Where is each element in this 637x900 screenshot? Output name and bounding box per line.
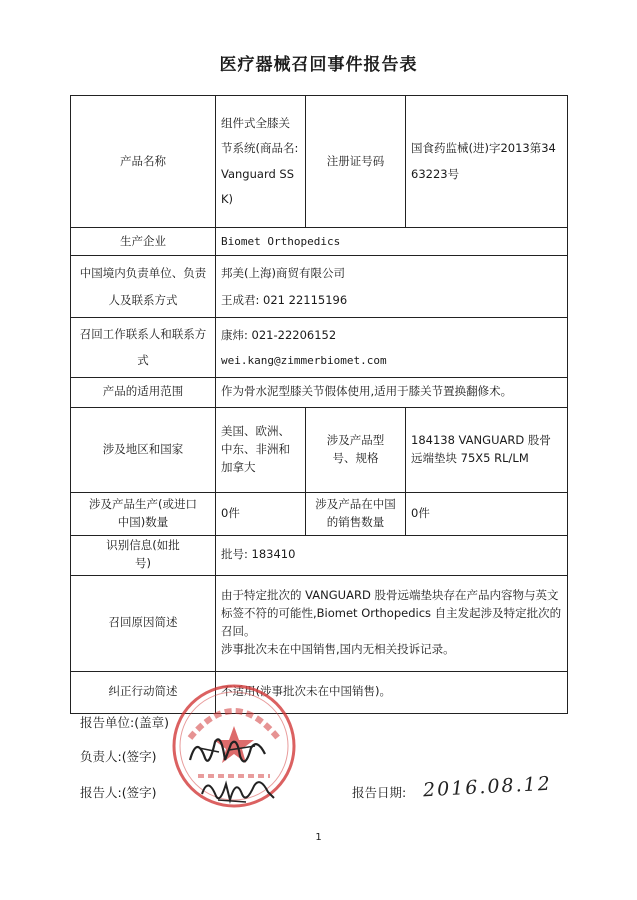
manufacturer-label: 生产企业 (71, 228, 216, 256)
report-date-value: 2016.08.12 (422, 772, 553, 802)
recall-reason-label: 召回原因简述 (71, 575, 216, 671)
corrective-action-label: 纠正行动简述 (71, 671, 216, 713)
row-manufacturer (71, 228, 568, 256)
recall-reason-text-1: 由于特定批次的 VANGUARD 股骨远端垫块存在产品内容物与英文标签不符的可能性,Biomet Orthopedics 自主发起涉及特定批次的召回。 (221, 588, 562, 638)
identification-label: 识别信息(如批号) (71, 535, 216, 575)
row-product-name (71, 96, 568, 228)
scope-value: 作为骨水泥型膝关节假体使用,适用于膝关节置换翻修术。 (216, 377, 568, 407)
page-number: 1 (315, 832, 322, 843)
identification-value: 批号: 183410 (216, 535, 568, 575)
row-china-agent (71, 256, 568, 318)
recall-reason-text-2: 涉事批次未在中国销售,国内无相关投诉记录。 (221, 641, 455, 656)
row-corrective-action (71, 671, 568, 713)
manufacturer-value: Biomet Orthopedics (216, 228, 568, 256)
responsible-signature (185, 730, 270, 775)
china-agent-value (216, 256, 568, 318)
model-label: 涉及产品型号、规格 (306, 407, 406, 492)
report-unit-label: 报告单位:(盖章) (80, 715, 169, 730)
row-quantities (71, 492, 568, 535)
row-scope (71, 377, 568, 407)
china-agent-label: 中国境内负责单位、负责人及联系方式 (71, 256, 216, 318)
sold-quantity-label: 涉及产品在中国的销售数量 (306, 492, 406, 535)
product-name-value: 组件式全膝关节系统(商品名: Vanguard SSK) (216, 96, 306, 228)
registration-number-label: 注册证号码 (306, 96, 406, 228)
reporter-label: 报告人:(签字) (80, 785, 157, 800)
row-recall-reason (71, 575, 568, 671)
china-agent-person: 王成君: 021 22115196 (221, 292, 348, 307)
recall-contact-label: 召回工作联系人和联系方式 (71, 318, 216, 378)
region-label: 涉及地区和国家 (71, 407, 216, 492)
china-agent-company: 邦美(上海)商贸有限公司 (221, 266, 345, 281)
produced-quantity-value: 0件 (216, 492, 306, 535)
report-date-label: 报告日期: (352, 785, 407, 800)
registration-number-value: 国食药监械(进)字2013第3463223号 (406, 96, 568, 228)
recall-contact-value (216, 318, 568, 378)
produced-quantity-label: 涉及产品生产(或进口中国)数量 (71, 492, 216, 535)
row-region-model (71, 407, 568, 492)
corrective-action-value: 不适用(涉事批次未在中国销售)。 (216, 671, 568, 713)
scope-label: 产品的适用范围 (71, 377, 216, 407)
region-value: 美国、欧洲、中东、非洲和加拿大 (216, 407, 306, 492)
model-value: 184138 VANGUARD 股骨远端垫块 75X5 RL/LM (406, 407, 568, 492)
recall-contact-email: wei.kang@zimmerbiomet.com (221, 354, 387, 367)
responsible-person-label: 负责人:(签字) (80, 749, 157, 764)
row-identification (71, 535, 568, 575)
document-title: 医疗器械召回事件报告表 (219, 55, 418, 75)
product-name-label: 产品名称 (71, 96, 216, 228)
reporter-signature (198, 770, 278, 810)
recall-report-form (70, 95, 568, 714)
row-recall-contact (71, 318, 568, 378)
recall-reason-value (216, 575, 568, 671)
sold-quantity-value: 0件 (406, 492, 568, 535)
recall-contact-phone: 康炜: 021-22206152 (221, 327, 337, 342)
